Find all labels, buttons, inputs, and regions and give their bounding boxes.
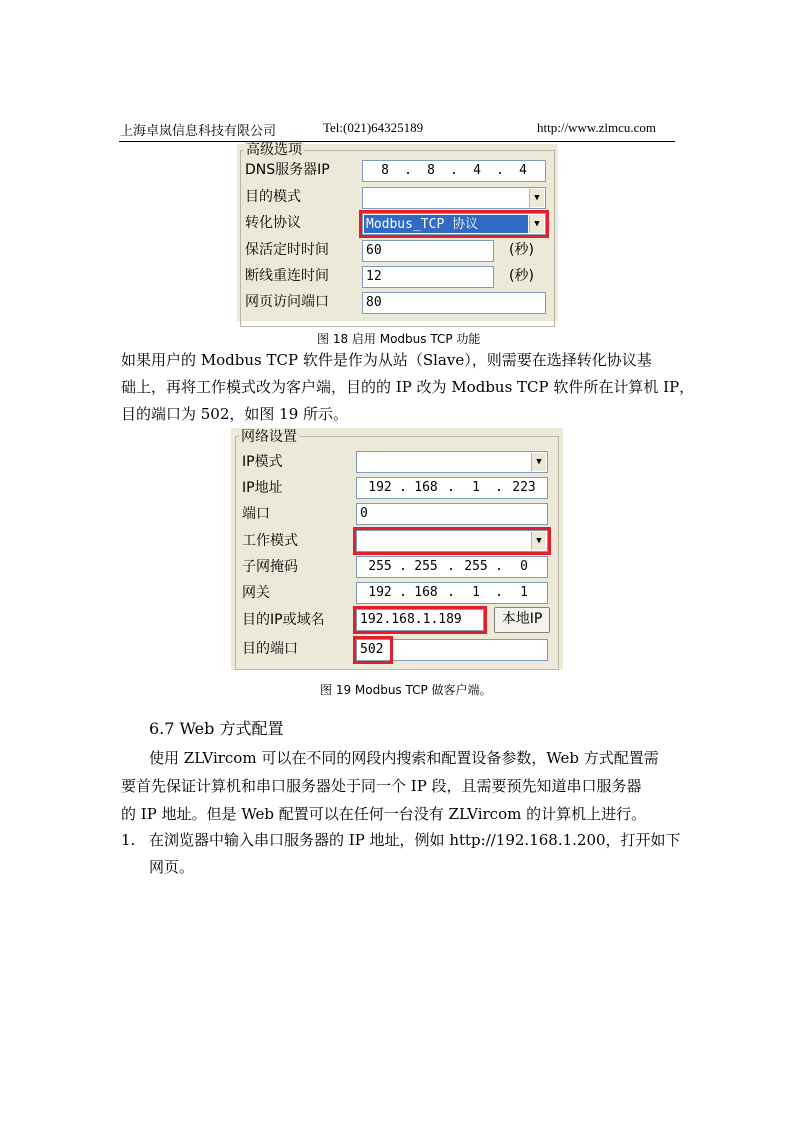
ip-octet: 255 (464, 559, 488, 574)
destination-mode-select[interactable] (362, 187, 546, 209)
reconnect-time-input[interactable]: 12 (362, 266, 494, 288)
ip-octet: 255 (368, 559, 392, 574)
ip-octet: 8 (381, 163, 389, 178)
ip-octet: 168 (414, 585, 438, 600)
section-title: 6.7 Web 方式配置 (149, 719, 284, 738)
list-item-line: 网页。 (149, 858, 195, 876)
destination-ip-input[interactable]: 192.168.1.189 (356, 609, 484, 631)
port-label: 端口 (242, 506, 270, 522)
ip-octet: 192 (368, 480, 392, 495)
paragraph-line: 要首先保证计算机和串口服务器处于同一个 IP 段，且需要预先知道串口服务器 (121, 777, 642, 795)
work-mode-label: 工作模式 (242, 533, 298, 549)
subnet-mask-input[interactable]: 255 . 255 . 255 . 0 (356, 556, 548, 578)
keepalive-time-label: 保活定时时间 (245, 242, 329, 258)
ip-mode-label: IP模式 (242, 454, 283, 470)
figure-19-caption: 图 19 Modbus TCP 做客户端。 (320, 683, 492, 697)
chevron-down-icon[interactable]: ▼ (529, 215, 544, 233)
destination-port-label: 目的端口 (242, 641, 298, 657)
local-ip-button[interactable]: 本地IP (494, 607, 550, 633)
ip-octet: 1 (472, 480, 480, 495)
destination-ip-label: 目的IP或域名 (242, 612, 325, 628)
list-item-line: 在浏览器中输入串口服务器的 IP 地址，例如 http://192.168.1.200，打开如下 (149, 831, 681, 849)
chevron-down-icon[interactable]: ▼ (531, 453, 546, 471)
ip-mode-select[interactable] (356, 451, 548, 473)
paragraph-line: 的 IP 地址。但是 Web 配置可以在任何一台没有 ZLVircom 的计算机上进行。 (121, 805, 647, 823)
ip-octet: 4 (473, 163, 481, 178)
reconnect-unit: (秒) (509, 268, 534, 284)
advanced-options-panel (237, 144, 558, 321)
dns-server-label: DNS服务器IP (245, 162, 330, 178)
paragraph-line: 目的端口为 502，如图 19 所示。 (121, 405, 349, 423)
paragraph-line: 础上，再将工作模式改为客户端，目的的 IP 改为 Modbus TCP 软件所在计算机 IP， (121, 378, 695, 396)
ip-octet: 168 (414, 480, 438, 495)
gateway-label: 网关 (242, 585, 270, 601)
header-url: http://www.zlmcu.com (537, 120, 657, 135)
header-tel: Tel:(021)64325189 (323, 120, 424, 135)
ip-octet: 4 (519, 163, 527, 178)
list-number: 1. (121, 831, 136, 849)
highlight-box (353, 527, 551, 555)
ip-octet: 255 (414, 559, 438, 574)
highlight-box (353, 636, 393, 664)
conversion-protocol-label: 转化协议 (245, 215, 301, 231)
paragraph-line: 如果用户的 Modbus TCP 软件是作为从站（Slave），则需要在选择转化协议基 (121, 351, 652, 369)
ip-octet: 1 (520, 585, 528, 600)
groupbox-legend: 高级选项 (246, 142, 302, 158)
destination-mode-label: 目的模式 (245, 189, 301, 205)
ip-octet: 8 (427, 163, 435, 178)
gateway-input[interactable]: 192 . 168 . 1 . 1 (356, 582, 548, 604)
paragraph-line: 使用 ZLVircom 可以在不同的网段内搜索和配置设备参数，Web 方式配置需 (149, 749, 659, 767)
highlight-box (359, 210, 549, 238)
groupbox-legend: 网络设置 (241, 429, 297, 445)
ip-octet: 192 (368, 585, 392, 600)
conversion-protocol-value: Modbus_TCP 协议 (364, 215, 528, 233)
dns-server-ip-input[interactable]: 8 . 8 . 4 . 4 (362, 160, 546, 182)
port-input[interactable]: 0 (356, 503, 548, 525)
chevron-down-icon[interactable]: ▼ (529, 189, 544, 207)
chevron-down-icon[interactable]: ▼ (531, 532, 546, 550)
network-settings-panel (231, 428, 563, 670)
header-company: 上海卓岚信息科技有限公司 (120, 123, 277, 138)
ip-octet: 0 (520, 559, 528, 574)
keepalive-time-input[interactable]: 60 (362, 240, 494, 262)
destination-port-input[interactable]: 502 (356, 639, 548, 661)
ip-octet: 223 (512, 480, 536, 495)
ip-octet: 1 (472, 585, 480, 600)
figure-18-caption: 图 18 启用 Modbus TCP 功能 (317, 332, 481, 346)
ip-address-input[interactable]: 192 . 168 . 1 . 223 (356, 477, 548, 499)
header-divider (119, 141, 675, 142)
highlight-box (353, 606, 487, 634)
keepalive-unit: (秒) (509, 242, 534, 258)
ip-address-label: IP地址 (242, 480, 283, 496)
web-port-label: 网页访问端口 (245, 294, 329, 310)
reconnect-time-label: 断线重连时间 (245, 268, 329, 284)
subnet-mask-label: 子网掩码 (242, 559, 298, 575)
web-port-input[interactable]: 80 (362, 292, 546, 314)
